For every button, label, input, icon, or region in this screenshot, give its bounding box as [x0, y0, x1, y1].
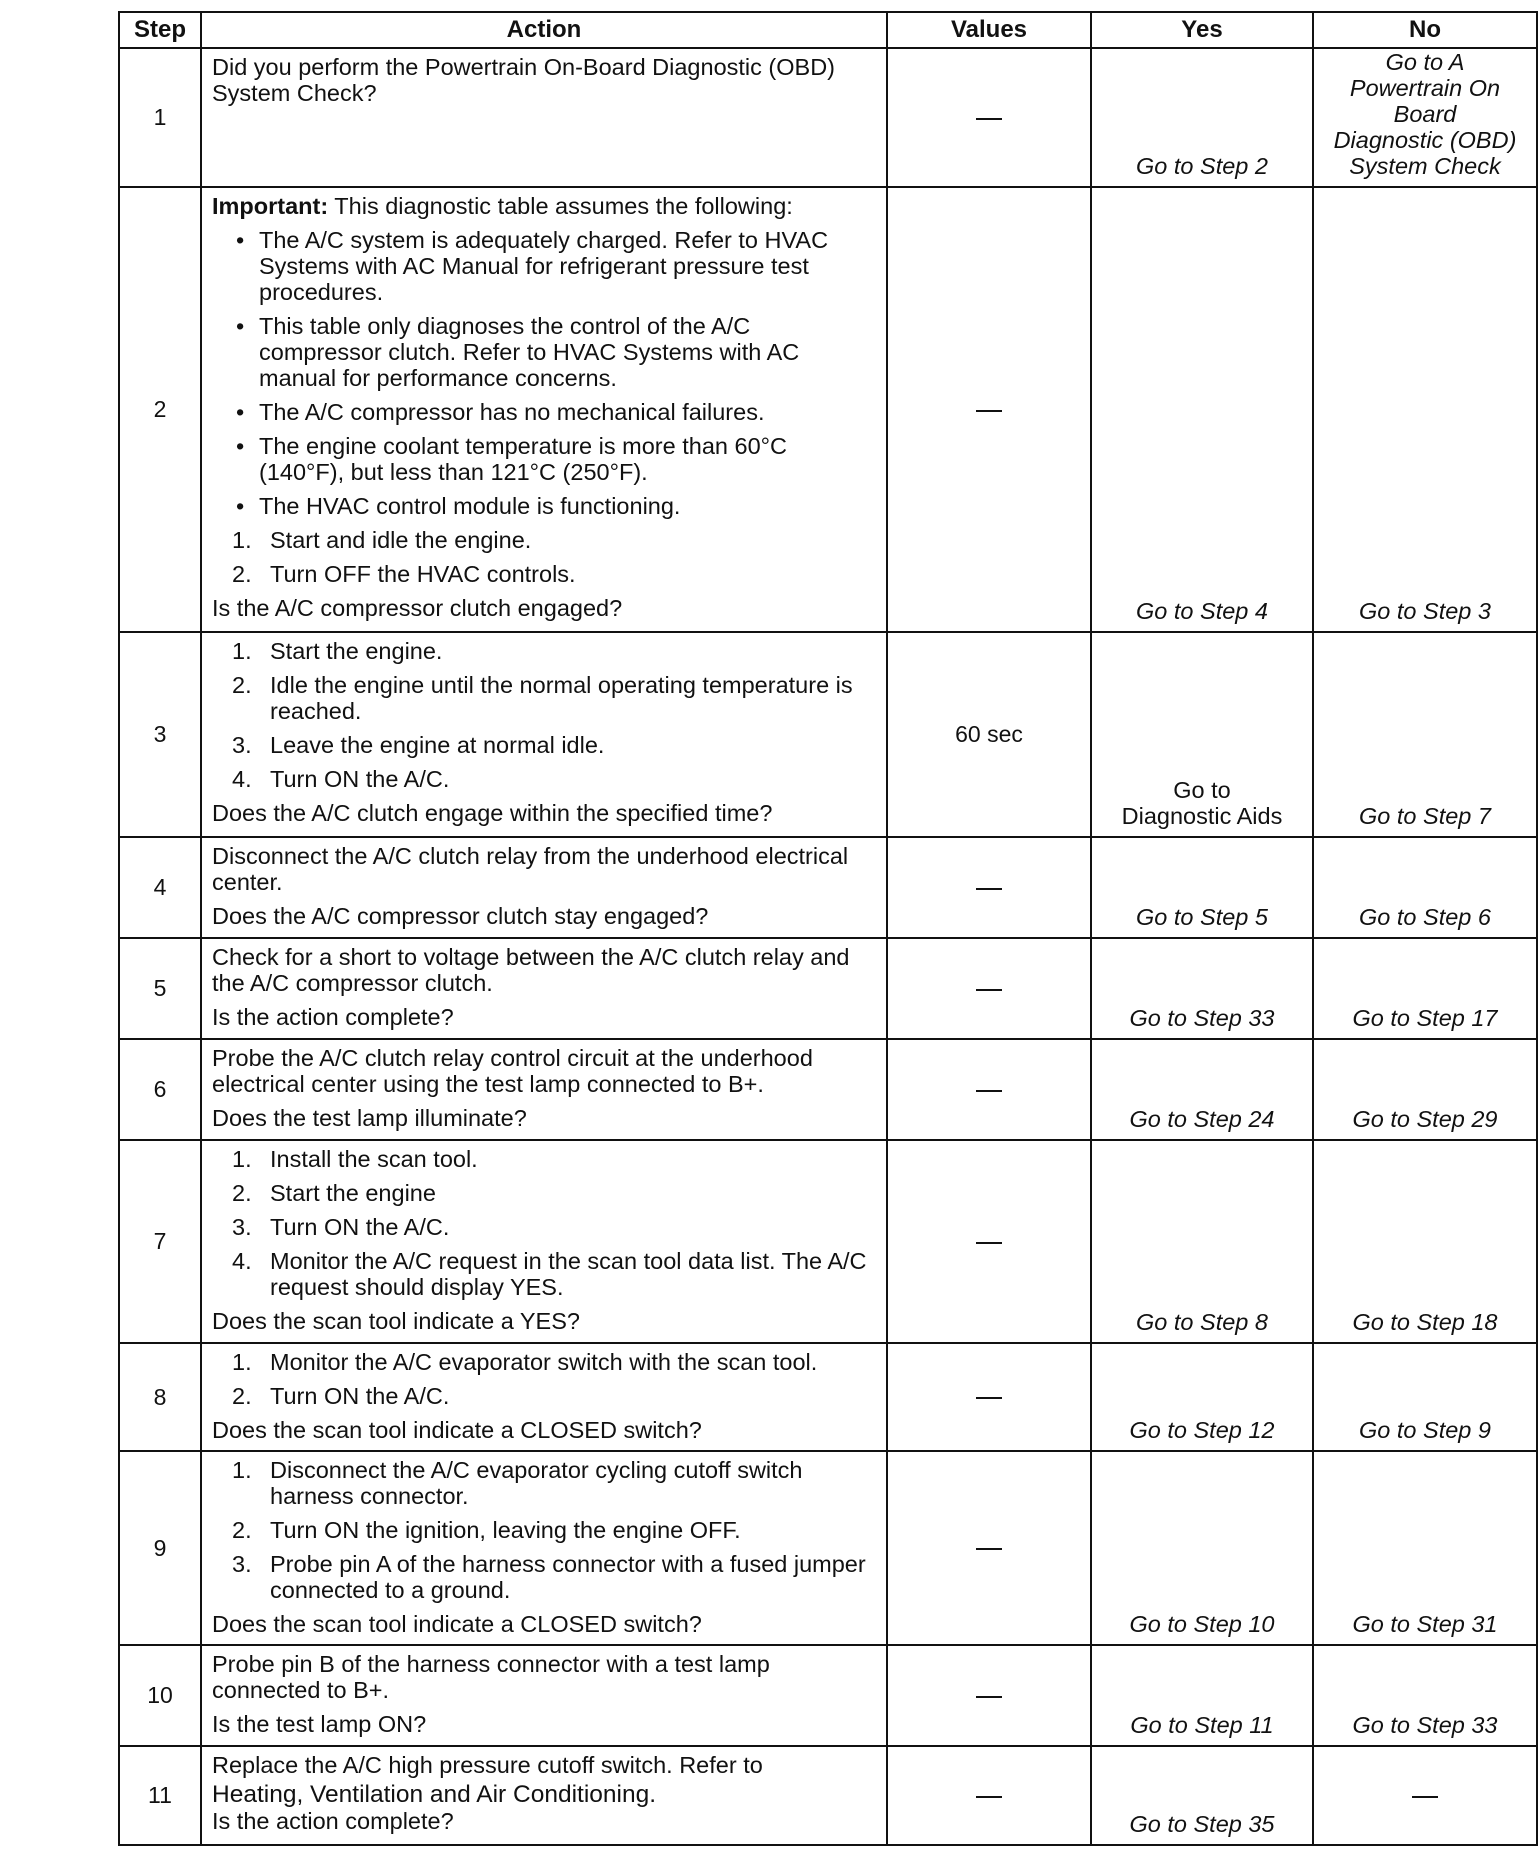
dash-mark	[1412, 1796, 1438, 1798]
list-item: 4. Monitor the A/C request in the scan tool data list. The A/C request should display YES.	[232, 1248, 867, 1300]
question-text: Is the test lamp ON?	[212, 1711, 427, 1737]
step-number: 5	[119, 938, 201, 1039]
action-cell	[201, 837, 887, 938]
list-item: • The A/C compressor has no mechanical failures.	[212, 399, 876, 425]
step-number: 7	[119, 1140, 201, 1343]
dash-mark	[976, 1696, 1002, 1698]
action-text: Probe the A/C clutch relay control circuit at the underhood electrical center using the test lamp connected to B+.	[212, 1045, 813, 1097]
no-cell: Go to Step 29	[1313, 1039, 1537, 1140]
header-action: Action	[201, 12, 887, 48]
list-item: 1. Start the engine.	[232, 638, 443, 664]
list-item: 1. Disconnect the A/C evaporator cycling cutoff switch harness connector.	[232, 1457, 803, 1509]
table-row	[119, 632, 1537, 837]
value-cell: 60 sec	[887, 632, 1091, 837]
dash-mark	[976, 1548, 1002, 1550]
action-cell	[201, 48, 887, 187]
header-step: Step	[119, 12, 201, 48]
table-row	[119, 1746, 1537, 1845]
action-text: Heating, Ventilation and Air Conditioning.	[212, 1781, 657, 1808]
table-row	[119, 48, 1537, 187]
no-cell	[1313, 1746, 1537, 1845]
action-text: Did you perform the Powertrain On-Board Diagnostic (OBD) System Check?	[212, 54, 835, 106]
question-text: Does the A/C compressor clutch stay engaged?	[212, 903, 709, 929]
value-cell	[887, 48, 1091, 187]
question-text: Does the scan tool indicate a YES?	[212, 1308, 580, 1334]
step-number: 6	[119, 1039, 201, 1140]
no-cell: Go to Step 31	[1313, 1451, 1537, 1645]
table-row	[119, 837, 1537, 938]
important-note	[212, 193, 876, 219]
procedure-list	[212, 1349, 876, 1409]
diagnostic-table	[118, 11, 1538, 1846]
dash-mark	[976, 989, 1002, 991]
dash-mark	[976, 888, 1002, 890]
dash-mark	[976, 410, 1002, 412]
step-number: 4	[119, 837, 201, 938]
yes-cell: Go to Step 2	[1091, 48, 1313, 187]
yes-cell	[1091, 632, 1313, 837]
step-number: 11	[119, 1746, 201, 1845]
assumption-list	[212, 227, 876, 519]
action-cell	[201, 1343, 887, 1451]
action-text: Disconnect the A/C clutch relay from the underhood electrical center.	[212, 843, 849, 895]
yes-cell: Go to Step 35	[1091, 1746, 1313, 1845]
action-text: Replace the A/C high pressure cutoff switch. Refer to	[212, 1752, 763, 1778]
list-item: • The engine coolant temperature is more than 60°C (140°F), but less than 121°C (250°F).	[212, 433, 876, 485]
action-cell	[201, 1140, 887, 1343]
header-yes: Yes	[1091, 12, 1313, 48]
value-cell	[887, 1039, 1091, 1140]
list-item: 2. Turn ON the A/C.	[232, 1383, 450, 1409]
step-number: 2	[119, 187, 201, 632]
step-number: 3	[119, 632, 201, 837]
action-text: Check for a short to voltage between the A/C clutch relay and the A/C compressor clutch.	[212, 944, 850, 996]
procedure-list	[212, 1146, 876, 1300]
table-row	[119, 1645, 1537, 1746]
table-row	[119, 1140, 1537, 1343]
no-cell: Go to Step 3	[1313, 187, 1537, 632]
list-item: 1. Monitor the A/C evaporator switch with the scan tool.	[232, 1349, 818, 1375]
no-cell: Go to Step 18	[1313, 1140, 1537, 1343]
value-cell	[887, 187, 1091, 632]
no-cell: Go to Step 6	[1313, 837, 1537, 938]
important-label: Important:	[212, 193, 329, 219]
question-text: Does the A/C clutch engage within the specified time?	[212, 800, 773, 826]
question-text: Does the scan tool indicate a CLOSED switch?	[212, 1611, 702, 1637]
action-cell	[201, 938, 887, 1039]
yes-cell: Go to Step 10	[1091, 1451, 1313, 1645]
action-cell	[201, 1451, 887, 1645]
list-item: 1. Install the scan tool.	[232, 1146, 478, 1172]
question-text: Is the action complete?	[212, 1808, 454, 1834]
question-text: Is the action complete?	[212, 1004, 454, 1030]
list-item: • The A/C system is adequately charged. Refer to HVAC Systems with AC Manual for refrigerant pressure test procedures.	[212, 227, 876, 305]
list-item: 4. Turn ON the A/C.	[232, 766, 450, 792]
no-cell: Go to Step 17	[1313, 938, 1537, 1039]
action-text: Probe pin B of the harness connector with a test lamp connected to B+.	[212, 1651, 770, 1703]
table-header	[119, 12, 1537, 48]
list-item: 2. Turn ON the ignition, leaving the engine OFF.	[232, 1517, 741, 1543]
list-item: 2. Start the engine	[232, 1180, 436, 1206]
no-cell	[1313, 48, 1537, 187]
list-item: 3. Leave the engine at normal idle.	[232, 732, 605, 758]
question-text: Does the scan tool indicate a CLOSED switch?	[212, 1417, 702, 1443]
list-item: 2. Idle the engine until the normal operating temperature is reached.	[232, 672, 853, 724]
dash-mark	[976, 1796, 1002, 1798]
table-row	[119, 1343, 1537, 1451]
yes-cell: Go to Step 24	[1091, 1039, 1313, 1140]
action-cell	[201, 632, 887, 837]
table-row	[119, 1451, 1537, 1645]
step-number: 9	[119, 1451, 201, 1645]
value-cell	[887, 837, 1091, 938]
action-cell	[201, 1039, 887, 1140]
table-row	[119, 187, 1537, 632]
yes-cell: Go to Step 11	[1091, 1645, 1313, 1746]
table-body	[119, 48, 1537, 1845]
list-item: 3. Turn ON the A/C.	[232, 1214, 450, 1240]
value-cell	[887, 1746, 1091, 1845]
header-no: No	[1313, 12, 1537, 48]
no-target: Go to A Powertrain On Board Diagnostic (OBD) System Check	[1333, 49, 1517, 179]
procedure-list	[212, 1457, 876, 1603]
dash-mark	[976, 118, 1002, 120]
dash-mark	[976, 1242, 1002, 1244]
list-item: 2. Turn OFF the HVAC controls.	[232, 561, 576, 587]
action-cell	[201, 187, 887, 632]
table-row	[119, 1039, 1537, 1140]
yes-target: Go to Diagnostic Aids	[1121, 777, 1283, 829]
yes-cell: Go to Step 4	[1091, 187, 1313, 632]
action-cell	[201, 1746, 887, 1845]
yes-cell: Go to Step 5	[1091, 837, 1313, 938]
header-values: Values	[887, 12, 1091, 48]
list-item: • This table only diagnoses the control of the A/C compressor clutch. Refer to HVAC Systems with AC manual for performance concerns.	[212, 313, 876, 391]
step-number: 1	[119, 48, 201, 187]
value-cell	[887, 1451, 1091, 1645]
value-cell	[887, 1645, 1091, 1746]
value-cell	[887, 1343, 1091, 1451]
procedure-list	[212, 638, 876, 792]
list-item: 3. Probe pin A of the harness connector with a fused jumper connected to a ground.	[232, 1551, 866, 1603]
yes-cell: Go to Step 33	[1091, 938, 1313, 1039]
dash-mark	[976, 1090, 1002, 1092]
step-number: 8	[119, 1343, 201, 1451]
question-text: Does the test lamp illuminate?	[212, 1105, 527, 1131]
yes-cell: Go to Step 8	[1091, 1140, 1313, 1343]
action-cell	[201, 1645, 887, 1746]
table-row	[119, 938, 1537, 1039]
yes-cell: Go to Step 12	[1091, 1343, 1313, 1451]
step-number: 10	[119, 1645, 201, 1746]
dash-mark	[976, 1397, 1002, 1399]
procedure-list	[212, 527, 876, 587]
question-text: Is the A/C compressor clutch engaged?	[212, 595, 623, 621]
value-cell	[887, 938, 1091, 1039]
list-item: 1. Start and idle the engine.	[232, 527, 532, 553]
value-cell	[887, 1140, 1091, 1343]
no-cell: Go to Step 9	[1313, 1343, 1537, 1451]
no-cell: Go to Step 7	[1313, 632, 1537, 837]
no-cell: Go to Step 33	[1313, 1645, 1537, 1746]
list-item: • The HVAC control module is functioning.	[212, 493, 876, 519]
important-text: This diagnostic table assumes the following:	[334, 193, 793, 219]
